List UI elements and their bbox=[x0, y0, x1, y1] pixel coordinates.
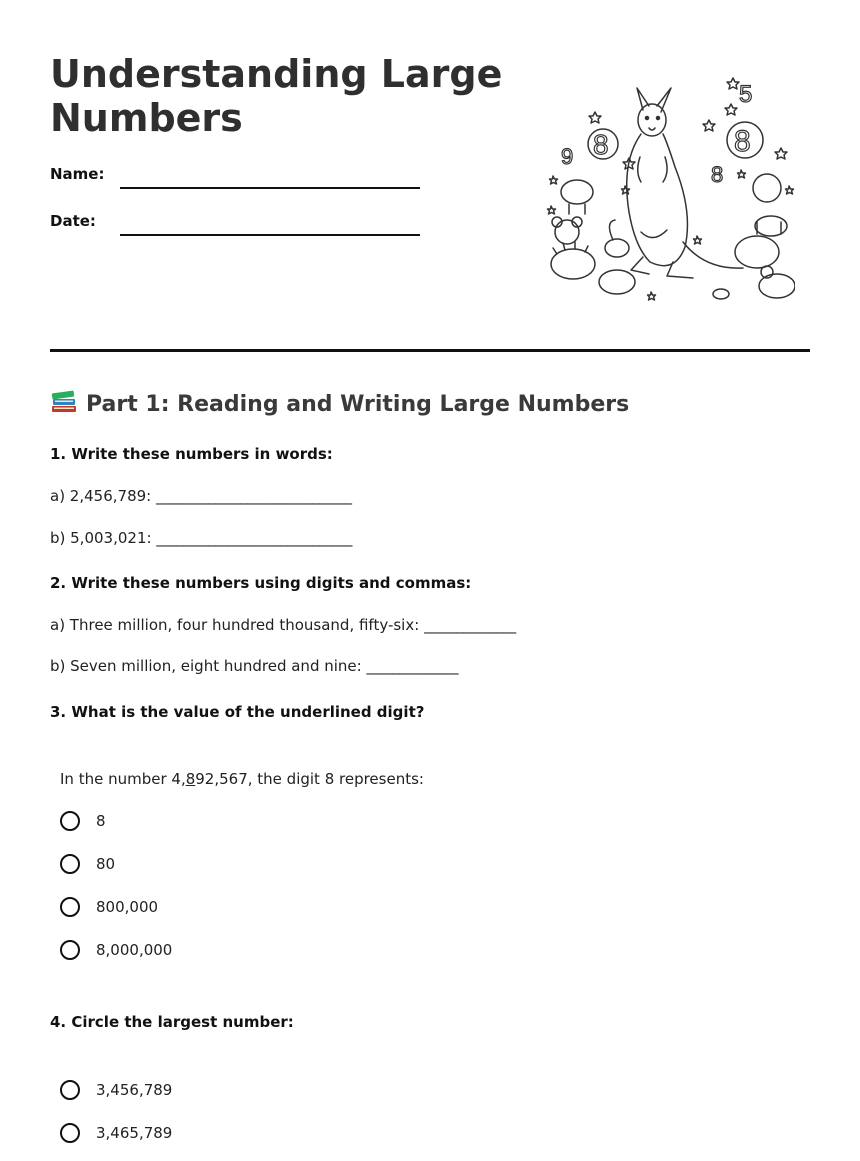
name-label: Name: bbox=[50, 165, 105, 183]
radio-button[interactable] bbox=[60, 897, 80, 917]
q4-option-2-label: 3,465,789 bbox=[96, 1124, 173, 1142]
date-label: Date: bbox=[50, 212, 96, 230]
q1-item-a-label: a) 2,456,789: bbox=[50, 487, 152, 505]
q1-item-b bbox=[50, 529, 351, 547]
digit-8-right: 8 bbox=[734, 125, 751, 158]
sheep bbox=[561, 180, 593, 204]
part1-title-text: Part 1: Reading and Writing Large Numbers bbox=[86, 392, 630, 417]
q2-item-b-label: b) Seven million, eight hundred and nine: bbox=[50, 657, 362, 675]
books-icon bbox=[50, 388, 78, 414]
radio-button[interactable] bbox=[60, 811, 80, 831]
q4-option-1-label: 3,456,789 bbox=[96, 1081, 173, 1099]
kangaroo-tail bbox=[683, 242, 743, 268]
echidna bbox=[551, 249, 595, 279]
radio-button[interactable] bbox=[60, 1123, 80, 1143]
q4-option-2[interactable] bbox=[60, 1121, 172, 1145]
digit-8-left: 8 bbox=[593, 129, 609, 160]
q3-option-3[interactable] bbox=[60, 895, 158, 919]
kangaroo-head bbox=[638, 104, 666, 136]
q2-b-answer-blank[interactable]: ______________ bbox=[366, 657, 458, 675]
q2-item-a bbox=[50, 616, 515, 634]
wombat-right bbox=[735, 236, 779, 268]
kangaroo-animals-illustration bbox=[545, 72, 795, 308]
radio-button[interactable] bbox=[60, 1080, 80, 1100]
page-title: Understanding Large Numbers bbox=[50, 52, 503, 140]
q3-option-4[interactable] bbox=[60, 938, 172, 962]
radio-button[interactable] bbox=[60, 940, 80, 960]
q3-stem-before: In the number 4, bbox=[60, 770, 186, 788]
q2-a-answer-blank[interactable]: ______________ bbox=[424, 616, 516, 634]
q3-option-4-label: 8,000,000 bbox=[96, 941, 173, 959]
q3-option-1-label: 8 bbox=[96, 812, 106, 830]
emu bbox=[605, 239, 629, 257]
q3-option-2[interactable] bbox=[60, 852, 115, 876]
q3-option-3-label: 800,000 bbox=[96, 898, 159, 916]
kangaroo-leg bbox=[631, 257, 649, 274]
radio-button[interactable] bbox=[60, 854, 80, 874]
wombat bbox=[599, 270, 635, 294]
q4-option-1[interactable] bbox=[60, 1078, 172, 1102]
q2-item-b bbox=[50, 657, 457, 675]
digit-5: 5 bbox=[739, 81, 753, 108]
digit-9: 9 bbox=[561, 144, 574, 169]
q3-stem bbox=[60, 770, 424, 788]
part1-title bbox=[50, 388, 629, 417]
digit-8-small: 8 bbox=[711, 162, 724, 187]
underlined-digit: 8 bbox=[185, 770, 196, 788]
q4-prompt: 4. Circle the largest number: bbox=[50, 1013, 294, 1031]
q3-prompt: 3. What is the value of the underlined digit? bbox=[50, 703, 425, 721]
q3-option-1[interactable] bbox=[60, 809, 106, 833]
q3-stem-after: 92,567, the digit 8 represents: bbox=[195, 770, 424, 788]
kangaroo-ear-right bbox=[657, 88, 671, 112]
koala bbox=[555, 220, 579, 244]
q1-a-answer-blank[interactable]: ______________________________ bbox=[156, 487, 351, 505]
q2-item-a-label: a) Three million, four hundred thousand, fifty-six: bbox=[50, 616, 420, 634]
kangaroo-ear-left bbox=[637, 88, 649, 110]
name-field[interactable] bbox=[120, 187, 420, 189]
q3-option-2-label: 80 bbox=[96, 855, 116, 873]
q1-item-a bbox=[50, 487, 351, 505]
q1-prompt: 1. Write these numbers in words: bbox=[50, 445, 333, 463]
q1-item-b-label: b) 5,003,021: bbox=[50, 529, 152, 547]
header-divider bbox=[50, 349, 810, 352]
q2-prompt: 2. Write these numbers using digits and commas: bbox=[50, 574, 472, 592]
q1-b-answer-blank[interactable]: ______________________________ bbox=[156, 529, 352, 547]
kangaroo-body bbox=[627, 134, 688, 266]
date-field[interactable] bbox=[120, 234, 420, 236]
